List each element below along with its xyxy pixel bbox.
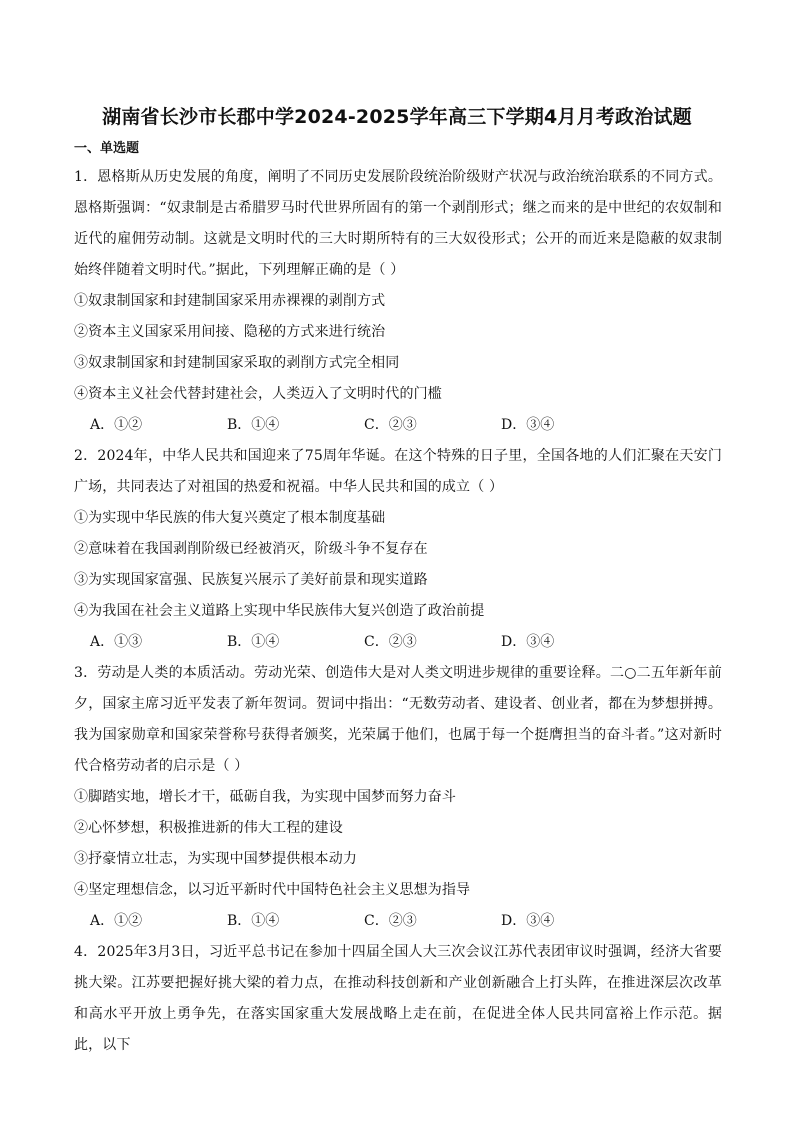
question-stem: 1．恩格斯从历史发展的角度，阐明了不同历史发展阶段统治阶级财产状况与政治统治联系的不同方式。恩格斯强调：“奴隶制是古希腊罗马时代世界所固有的第一个剥削形式；继之而来的是中世纪的农奴制和近代的雇佣劳动制。这就是文明时代的三大时期所特有的三大奴役形式；公开的而近来是隐蔽的奴隶制始终伴随着文明时代。”据此，下列理解正确的是（ ） <box>74 169 722 278</box>
statement-option: ④坚定理想信念，以习近平新时代中国特色社会主义思想为指导 <box>74 882 471 898</box>
choice-a: A．①③ <box>90 634 143 650</box>
answer-choices <box>74 627 722 658</box>
question-4 <box>74 937 722 1061</box>
question-list <box>74 162 722 1061</box>
choice-d: D．③④ <box>501 417 555 433</box>
choice-d: D．③④ <box>501 634 555 650</box>
statement-option: ②心怀梦想，积极推进新的伟大工程的建设 <box>74 820 343 836</box>
answer-choices <box>74 410 722 441</box>
question-stem: 4．2025年3月3日，习近平总书记在参加十四届全国人大三次会议江苏代表团审议时强调，经济大省要挑大梁。江苏要把握好挑大梁的着力点，在推动科技创新和产业创新融合上打头阵，在推进深层次改革和高水平开放上勇争先，在落实国家重大发展战略上走在前，在促进全体人民共同富裕上作示范。据此，以下 <box>74 944 722 1053</box>
question-stem: 2．2024年，中华人民共和国迎来了75周年华诞。在这个特殊的日子里，全国各地的人们汇聚在天安门广场，共同表达了对祖国的热爱和祝福。中华人民共和国的成立（ ） <box>74 448 722 495</box>
page-title: 湖南省长沙市长郡中学2024-2025学年高三下学期4月月考政治试题 <box>102 106 692 128</box>
question-1 <box>74 162 722 441</box>
choice-c: C．②③ <box>364 913 417 929</box>
choice-c: C．②③ <box>364 417 417 433</box>
statement-option: ②资本主义国家采用间接、隐秘的方式来进行统治 <box>74 324 386 340</box>
statement-option: ③奴隶制国家和封建制国家采取的剥削方式完全相同 <box>74 355 400 371</box>
statement-option: ①奴隶制国家和封建制国家采用赤裸裸的剥削方式 <box>74 293 386 309</box>
section-heading: 一、单选题 <box>74 141 140 156</box>
statement-option: ②意味着在我国剥削阶级已经被消灭，阶级斗争不复存在 <box>74 541 428 557</box>
statement-option: ④为我国在社会主义道路上实现中华民族伟大复兴创造了政治前提 <box>74 603 485 619</box>
statement-option: ④资本主义社会代替封建社会，人类迈入了文明时代的门槛 <box>74 386 442 402</box>
choice-a: A．①② <box>90 913 143 929</box>
statement-option: ①脚踏实地，增长才干，砥砺自我，为实现中国梦而努力奋斗 <box>74 789 457 805</box>
question-stem: 3．劳动是人类的本质活动。劳动光荣、创造伟大是对人类文明进步规律的重要诠释。二○二五年新年前夕，国家主席习近平发表了新年贺词。贺词中指出：“无数劳动者、建设者、创业者，都在为梦想拼搏。我为国家勋章和国家荣誉称号获得者颁奖，光荣属于他们，也属于每一个挺膺担当的奋斗者。”这对新时代合格劳动者的启示是（ ） <box>74 665 722 774</box>
answer-choices <box>74 906 722 937</box>
question-2 <box>74 441 722 658</box>
statement-option: ①为实现中华民族的伟大复兴奠定了根本制度基础 <box>74 510 386 526</box>
choice-b: B．①④ <box>227 634 280 650</box>
choice-b: B．①④ <box>227 913 280 929</box>
choice-d: D．③④ <box>501 913 555 929</box>
choice-c: C．②③ <box>364 634 417 650</box>
statement-option: ③为实现国家富强、民族复兴展示了美好前景和现实道路 <box>74 572 428 588</box>
statement-option: ③抒豪情立壮志，为实现中国梦提供根本动力 <box>74 851 357 867</box>
choice-b: B．①④ <box>227 417 280 433</box>
choice-a: A．①② <box>90 417 143 433</box>
question-3 <box>74 658 722 937</box>
